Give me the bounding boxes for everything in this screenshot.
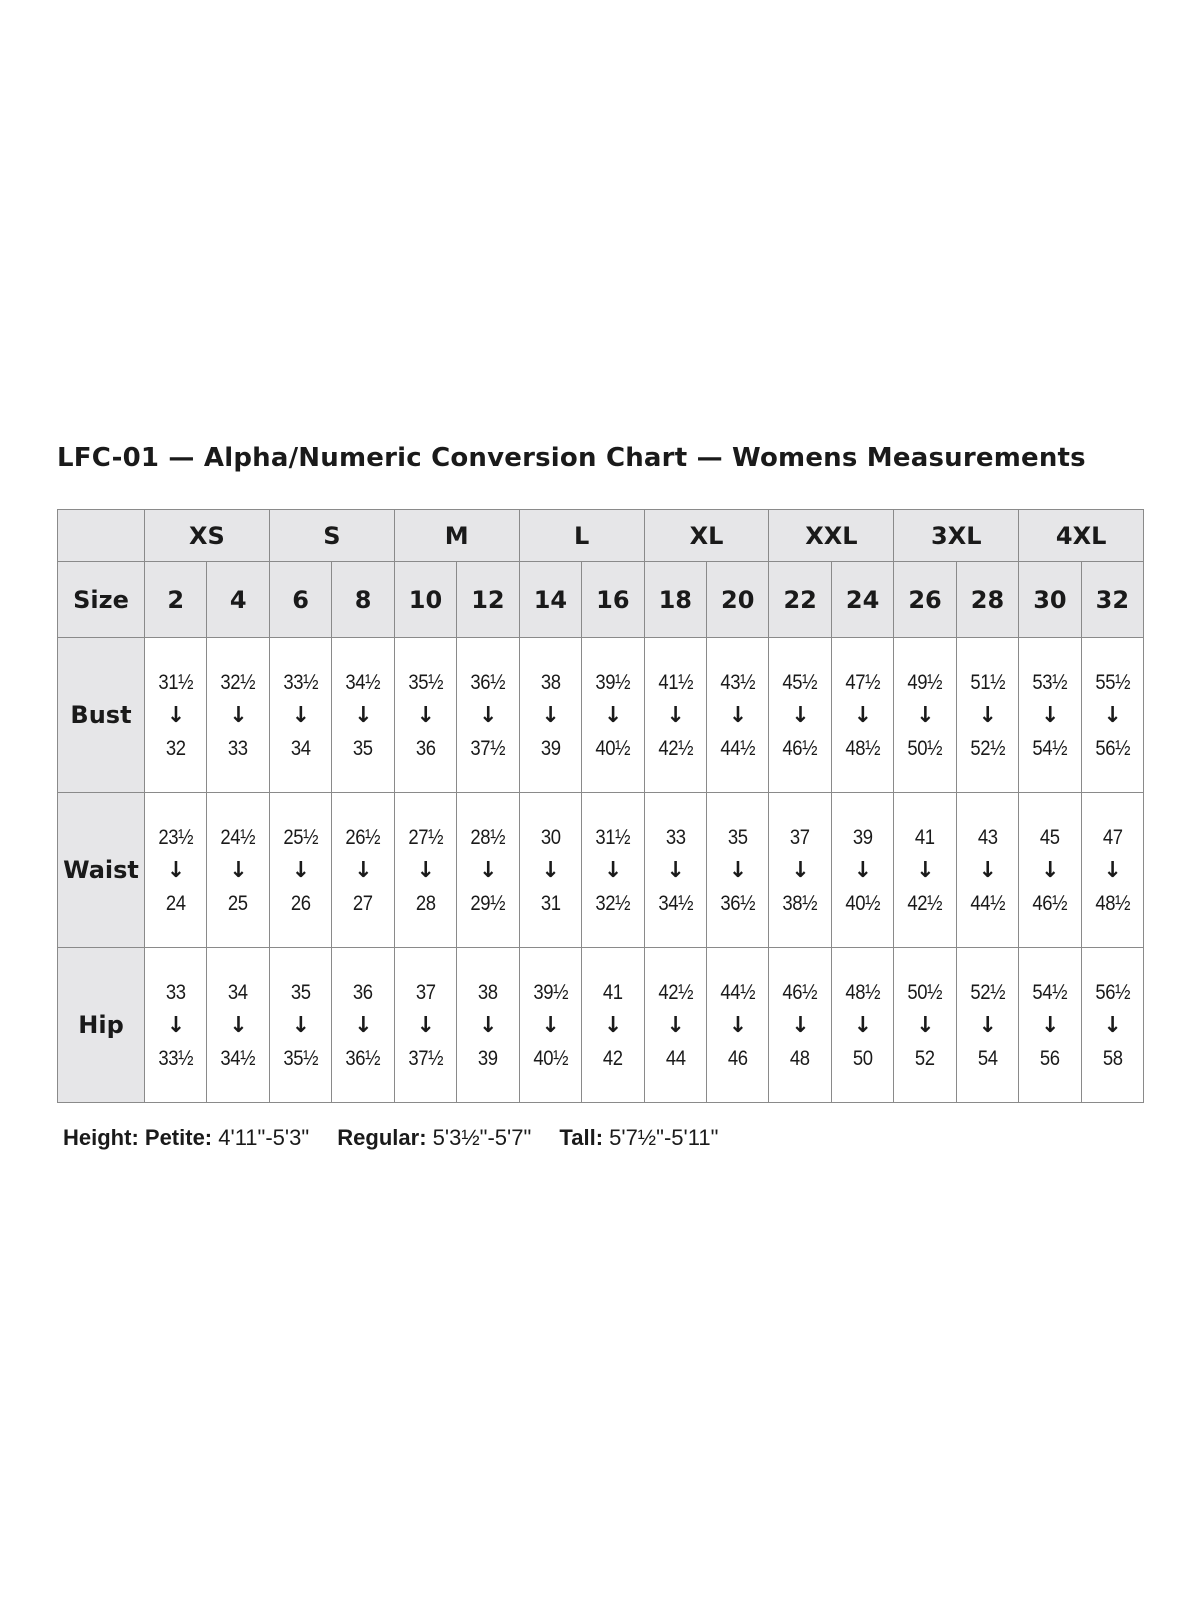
waist-row bbox=[58, 793, 1144, 948]
numeric-size-header: 26 bbox=[894, 562, 956, 638]
hip-range-from: 56½ bbox=[1095, 980, 1130, 1004]
down-arrow-icon: ↓ bbox=[728, 1012, 747, 1038]
waist-range-from: 26½ bbox=[345, 825, 381, 849]
down-arrow-icon: ↓ bbox=[916, 857, 935, 883]
waist-range-from: 23½ bbox=[158, 825, 194, 849]
hip-row bbox=[58, 948, 1144, 1103]
numeric-size-header: 28 bbox=[956, 562, 1018, 638]
hip-range-from: 48½ bbox=[845, 980, 880, 1004]
waist-range-cell bbox=[956, 793, 1018, 948]
numeric-size-header: 16 bbox=[582, 562, 644, 638]
bust-range-cell bbox=[956, 638, 1018, 793]
down-arrow-icon: ↓ bbox=[853, 1012, 872, 1038]
hip-range-to: 40½ bbox=[533, 1046, 568, 1070]
down-arrow-icon: ↓ bbox=[791, 702, 810, 728]
bust-row-label: Bust bbox=[58, 638, 145, 793]
numeric-size-header: 30 bbox=[1019, 562, 1081, 638]
down-arrow-icon: ↓ bbox=[603, 857, 622, 883]
hip-range-cell bbox=[1019, 948, 1081, 1103]
down-arrow-icon: ↓ bbox=[1103, 702, 1122, 728]
hip-range-to: 52 bbox=[915, 1046, 935, 1070]
bust-range-to: 36 bbox=[415, 736, 436, 760]
bust-range-to: 40½ bbox=[595, 736, 631, 760]
waist-range-from: 47 bbox=[1102, 825, 1123, 849]
hip-range-from: 44½ bbox=[720, 980, 756, 1004]
bust-range-from: 55½ bbox=[1095, 670, 1130, 694]
down-arrow-icon: ↓ bbox=[478, 857, 497, 883]
waist-range-from: 41 bbox=[915, 825, 935, 849]
bust-range-from: 45½ bbox=[782, 670, 818, 694]
bust-range-to: 56½ bbox=[1095, 736, 1130, 760]
bust-range-to: 33 bbox=[228, 736, 249, 760]
down-arrow-icon: ↓ bbox=[541, 702, 560, 728]
waist-range-from: 43 bbox=[977, 825, 998, 849]
bust-range-cell bbox=[207, 638, 269, 793]
bust-range-to: 46½ bbox=[782, 736, 818, 760]
hip-range-from: 46½ bbox=[782, 980, 818, 1004]
hip-range-cell bbox=[332, 948, 394, 1103]
down-arrow-icon: ↓ bbox=[166, 702, 185, 728]
waist-range-cell bbox=[769, 793, 831, 948]
numeric-size-header: 14 bbox=[519, 562, 581, 638]
hip-range-to: 35½ bbox=[283, 1046, 318, 1070]
hip-range-to: 46 bbox=[727, 1046, 748, 1070]
down-arrow-icon: ↓ bbox=[541, 857, 560, 883]
bust-range-to: 37½ bbox=[470, 736, 506, 760]
down-arrow-icon: ↓ bbox=[354, 857, 373, 883]
hip-range-from: 42½ bbox=[657, 980, 693, 1004]
down-arrow-icon: ↓ bbox=[291, 1012, 310, 1038]
hip-range-to: 37½ bbox=[408, 1046, 443, 1070]
height-legend-prefix: Height: bbox=[63, 1125, 139, 1150]
hip-range-from: 34 bbox=[228, 980, 249, 1004]
waist-range-to: 27 bbox=[353, 891, 373, 915]
down-arrow-icon: ↓ bbox=[354, 1012, 373, 1038]
waist-range-cell bbox=[831, 793, 893, 948]
height-petite-label: Petite: bbox=[144, 1125, 213, 1150]
bust-range-from: 47½ bbox=[845, 670, 880, 694]
hip-range-from: 41 bbox=[602, 980, 623, 1004]
hip-range-from: 50½ bbox=[907, 980, 943, 1004]
hip-range-to: 56 bbox=[1040, 1046, 1060, 1070]
hip-range-from: 38 bbox=[478, 980, 498, 1004]
alpha-size-header: L bbox=[519, 510, 644, 562]
numeric-size-header: 6 bbox=[269, 562, 331, 638]
hip-range-from: 37 bbox=[415, 980, 436, 1004]
hip-range-to: 34½ bbox=[220, 1046, 256, 1070]
hip-range-cell bbox=[207, 948, 269, 1103]
down-arrow-icon: ↓ bbox=[916, 1012, 935, 1038]
hip-range-to: 54 bbox=[977, 1046, 998, 1070]
hip-range-cell bbox=[394, 948, 456, 1103]
waist-range-from: 45 bbox=[1040, 825, 1060, 849]
down-arrow-icon: ↓ bbox=[416, 857, 435, 883]
waist-range-to: 36½ bbox=[720, 891, 756, 915]
down-arrow-icon: ↓ bbox=[728, 702, 747, 728]
waist-range-to: 40½ bbox=[845, 891, 880, 915]
bust-range-cell bbox=[394, 638, 456, 793]
height-regular-label: Regular: bbox=[337, 1125, 427, 1150]
waist-range-to: 48½ bbox=[1095, 891, 1130, 915]
numeric-size-header: 2 bbox=[145, 562, 207, 638]
down-arrow-icon: ↓ bbox=[853, 857, 872, 883]
hip-range-cell bbox=[457, 948, 519, 1103]
waist-range-to: 38½ bbox=[782, 891, 818, 915]
down-arrow-icon: ↓ bbox=[978, 702, 997, 728]
bust-range-to: 52½ bbox=[970, 736, 1005, 760]
waist-range-to: 46½ bbox=[1032, 891, 1068, 915]
bust-range-to: 42½ bbox=[657, 736, 693, 760]
waist-range-cell bbox=[1081, 793, 1143, 948]
bust-range-to: 48½ bbox=[845, 736, 880, 760]
down-arrow-icon: ↓ bbox=[916, 702, 935, 728]
bust-row bbox=[58, 638, 1144, 793]
down-arrow-icon: ↓ bbox=[791, 857, 810, 883]
hip-range-cell bbox=[769, 948, 831, 1103]
hip-range-cell bbox=[956, 948, 1018, 1103]
bust-range-from: 49½ bbox=[907, 670, 943, 694]
down-arrow-icon: ↓ bbox=[416, 1012, 435, 1038]
alpha-size-header: XS bbox=[145, 510, 270, 562]
numeric-size-header: 8 bbox=[332, 562, 394, 638]
down-arrow-icon: ↓ bbox=[478, 702, 497, 728]
down-arrow-icon: ↓ bbox=[541, 1012, 560, 1038]
down-arrow-icon: ↓ bbox=[354, 702, 373, 728]
bust-range-cell bbox=[332, 638, 394, 793]
bust-range-from: 41½ bbox=[657, 670, 693, 694]
bust-range-cell bbox=[894, 638, 956, 793]
down-arrow-icon: ↓ bbox=[603, 702, 622, 728]
bust-range-from: 38 bbox=[540, 670, 561, 694]
header-corner-cell bbox=[58, 510, 145, 562]
bust-range-to: 34 bbox=[290, 736, 311, 760]
numeric-size-header-row bbox=[58, 562, 1144, 638]
hip-row-label: Hip bbox=[58, 948, 145, 1103]
waist-range-to: 32½ bbox=[595, 891, 631, 915]
hip-range-cell bbox=[644, 948, 706, 1103]
bust-range-cell bbox=[582, 638, 644, 793]
down-arrow-icon: ↓ bbox=[229, 857, 248, 883]
waist-range-to: 26 bbox=[290, 891, 311, 915]
hip-range-to: 58 bbox=[1102, 1046, 1123, 1070]
hip-range-to: 44 bbox=[665, 1046, 686, 1070]
hip-range-cell bbox=[1081, 948, 1143, 1103]
bust-range-to: 32 bbox=[165, 736, 186, 760]
numeric-size-header: 4 bbox=[207, 562, 269, 638]
waist-range-from: 24½ bbox=[220, 825, 256, 849]
down-arrow-icon: ↓ bbox=[728, 857, 747, 883]
hip-range-from: 35 bbox=[290, 980, 311, 1004]
waist-range-from: 31½ bbox=[595, 825, 631, 849]
bust-range-from: 43½ bbox=[720, 670, 756, 694]
hip-range-from: 39½ bbox=[533, 980, 568, 1004]
bust-range-from: 51½ bbox=[970, 670, 1005, 694]
bust-range-cell bbox=[269, 638, 331, 793]
waist-row-label: Waist bbox=[58, 793, 145, 948]
waist-range-from: 27½ bbox=[408, 825, 443, 849]
bust-range-cell bbox=[519, 638, 581, 793]
height-regular-value: 5'3½"-5'7" bbox=[432, 1125, 532, 1150]
bust-range-to: 44½ bbox=[720, 736, 756, 760]
waist-range-cell bbox=[644, 793, 706, 948]
hip-range-to: 50 bbox=[852, 1046, 873, 1070]
down-arrow-icon: ↓ bbox=[603, 1012, 622, 1038]
alpha-size-header: XL bbox=[644, 510, 769, 562]
chart-title: LFC-01 — Alpha/Numeric Conversion Chart — Womens Measurements bbox=[57, 443, 1086, 473]
waist-range-to: 44½ bbox=[970, 891, 1005, 915]
down-arrow-icon: ↓ bbox=[229, 702, 248, 728]
hip-range-to: 48 bbox=[790, 1046, 811, 1070]
hip-range-to: 42 bbox=[602, 1046, 623, 1070]
bust-range-cell bbox=[1081, 638, 1143, 793]
hip-range-from: 36 bbox=[353, 980, 373, 1004]
hip-range-cell bbox=[582, 948, 644, 1103]
height-legend bbox=[63, 1125, 718, 1151]
down-arrow-icon: ↓ bbox=[166, 857, 185, 883]
numeric-size-header: 12 bbox=[457, 562, 519, 638]
down-arrow-icon: ↓ bbox=[478, 1012, 497, 1038]
bust-range-to: 39 bbox=[540, 736, 561, 760]
alpha-size-header: S bbox=[269, 510, 394, 562]
waist-range-to: 34½ bbox=[657, 891, 693, 915]
bust-range-cell bbox=[644, 638, 706, 793]
waist-range-from: 33 bbox=[665, 825, 686, 849]
numeric-size-header: 10 bbox=[394, 562, 456, 638]
bust-range-from: 39½ bbox=[595, 670, 631, 694]
waist-range-cell bbox=[394, 793, 456, 948]
height-petite-value: 4'11"-5'3" bbox=[218, 1125, 310, 1150]
hip-range-cell bbox=[519, 948, 581, 1103]
hip-range-to: 33½ bbox=[158, 1046, 194, 1070]
hip-range-cell bbox=[269, 948, 331, 1103]
hip-range-to: 36½ bbox=[345, 1046, 381, 1070]
bust-range-from: 33½ bbox=[283, 670, 318, 694]
waist-range-from: 39 bbox=[852, 825, 873, 849]
height-tall-value: 5'7½"-5'11" bbox=[609, 1125, 719, 1150]
height-tall-label: Tall: bbox=[559, 1125, 604, 1150]
bust-range-from: 31½ bbox=[158, 670, 194, 694]
bust-range-cell bbox=[769, 638, 831, 793]
size-row-label: Size bbox=[58, 562, 145, 638]
hip-range-cell bbox=[145, 948, 207, 1103]
down-arrow-icon: ↓ bbox=[666, 702, 685, 728]
bust-range-to: 50½ bbox=[907, 736, 943, 760]
alpha-size-header-row bbox=[58, 510, 1144, 562]
down-arrow-icon: ↓ bbox=[1040, 702, 1059, 728]
waist-range-cell bbox=[707, 793, 769, 948]
waist-range-cell bbox=[1019, 793, 1081, 948]
down-arrow-icon: ↓ bbox=[291, 857, 310, 883]
waist-range-cell bbox=[269, 793, 331, 948]
numeric-size-header: 32 bbox=[1081, 562, 1143, 638]
down-arrow-icon: ↓ bbox=[229, 1012, 248, 1038]
waist-range-to: 29½ bbox=[470, 891, 506, 915]
down-arrow-icon: ↓ bbox=[1103, 857, 1122, 883]
bust-range-cell bbox=[831, 638, 893, 793]
waist-range-from: 35 bbox=[727, 825, 748, 849]
bust-range-to: 35 bbox=[353, 736, 373, 760]
bust-range-from: 32½ bbox=[220, 670, 256, 694]
bust-range-to: 54½ bbox=[1032, 736, 1068, 760]
down-arrow-icon: ↓ bbox=[791, 1012, 810, 1038]
alpha-size-header: 4XL bbox=[1019, 510, 1144, 562]
waist-range-to: 28 bbox=[415, 891, 436, 915]
waist-range-to: 42½ bbox=[907, 891, 943, 915]
hip-range-from: 52½ bbox=[970, 980, 1005, 1004]
down-arrow-icon: ↓ bbox=[1040, 857, 1059, 883]
down-arrow-icon: ↓ bbox=[1103, 1012, 1122, 1038]
waist-range-cell bbox=[519, 793, 581, 948]
size-conversion-table bbox=[57, 509, 1144, 1103]
numeric-size-header: 20 bbox=[707, 562, 769, 638]
hip-range-cell bbox=[831, 948, 893, 1103]
hip-range-cell bbox=[894, 948, 956, 1103]
hip-range-cell bbox=[707, 948, 769, 1103]
waist-range-to: 25 bbox=[228, 891, 249, 915]
bust-range-cell bbox=[145, 638, 207, 793]
hip-range-from: 54½ bbox=[1032, 980, 1068, 1004]
waist-range-cell bbox=[332, 793, 394, 948]
waist-range-from: 25½ bbox=[283, 825, 318, 849]
waist-range-from: 30 bbox=[540, 825, 561, 849]
down-arrow-icon: ↓ bbox=[291, 702, 310, 728]
waist-range-cell bbox=[145, 793, 207, 948]
numeric-size-header: 22 bbox=[769, 562, 831, 638]
bust-range-cell bbox=[1019, 638, 1081, 793]
numeric-size-header: 18 bbox=[644, 562, 706, 638]
bust-range-cell bbox=[457, 638, 519, 793]
down-arrow-icon: ↓ bbox=[416, 702, 435, 728]
down-arrow-icon: ↓ bbox=[978, 857, 997, 883]
waist-range-cell bbox=[582, 793, 644, 948]
down-arrow-icon: ↓ bbox=[666, 857, 685, 883]
waist-range-cell bbox=[207, 793, 269, 948]
bust-range-from: 34½ bbox=[345, 670, 381, 694]
waist-range-from: 28½ bbox=[470, 825, 506, 849]
down-arrow-icon: ↓ bbox=[853, 702, 872, 728]
waist-range-to: 31 bbox=[540, 891, 561, 915]
bust-range-from: 36½ bbox=[470, 670, 506, 694]
alpha-size-header: XXL bbox=[769, 510, 894, 562]
hip-range-to: 39 bbox=[478, 1046, 498, 1070]
down-arrow-icon: ↓ bbox=[1040, 1012, 1059, 1038]
waist-range-from: 37 bbox=[790, 825, 811, 849]
down-arrow-icon: ↓ bbox=[166, 1012, 185, 1038]
down-arrow-icon: ↓ bbox=[666, 1012, 685, 1038]
down-arrow-icon: ↓ bbox=[978, 1012, 997, 1038]
bust-range-from: 53½ bbox=[1032, 670, 1068, 694]
bust-range-cell bbox=[707, 638, 769, 793]
alpha-size-header: 3XL bbox=[894, 510, 1019, 562]
hip-range-from: 33 bbox=[165, 980, 186, 1004]
waist-range-cell bbox=[894, 793, 956, 948]
alpha-size-header: M bbox=[394, 510, 519, 562]
numeric-size-header: 24 bbox=[831, 562, 893, 638]
waist-range-to: 24 bbox=[165, 891, 186, 915]
bust-range-from: 35½ bbox=[408, 670, 443, 694]
waist-range-cell bbox=[457, 793, 519, 948]
